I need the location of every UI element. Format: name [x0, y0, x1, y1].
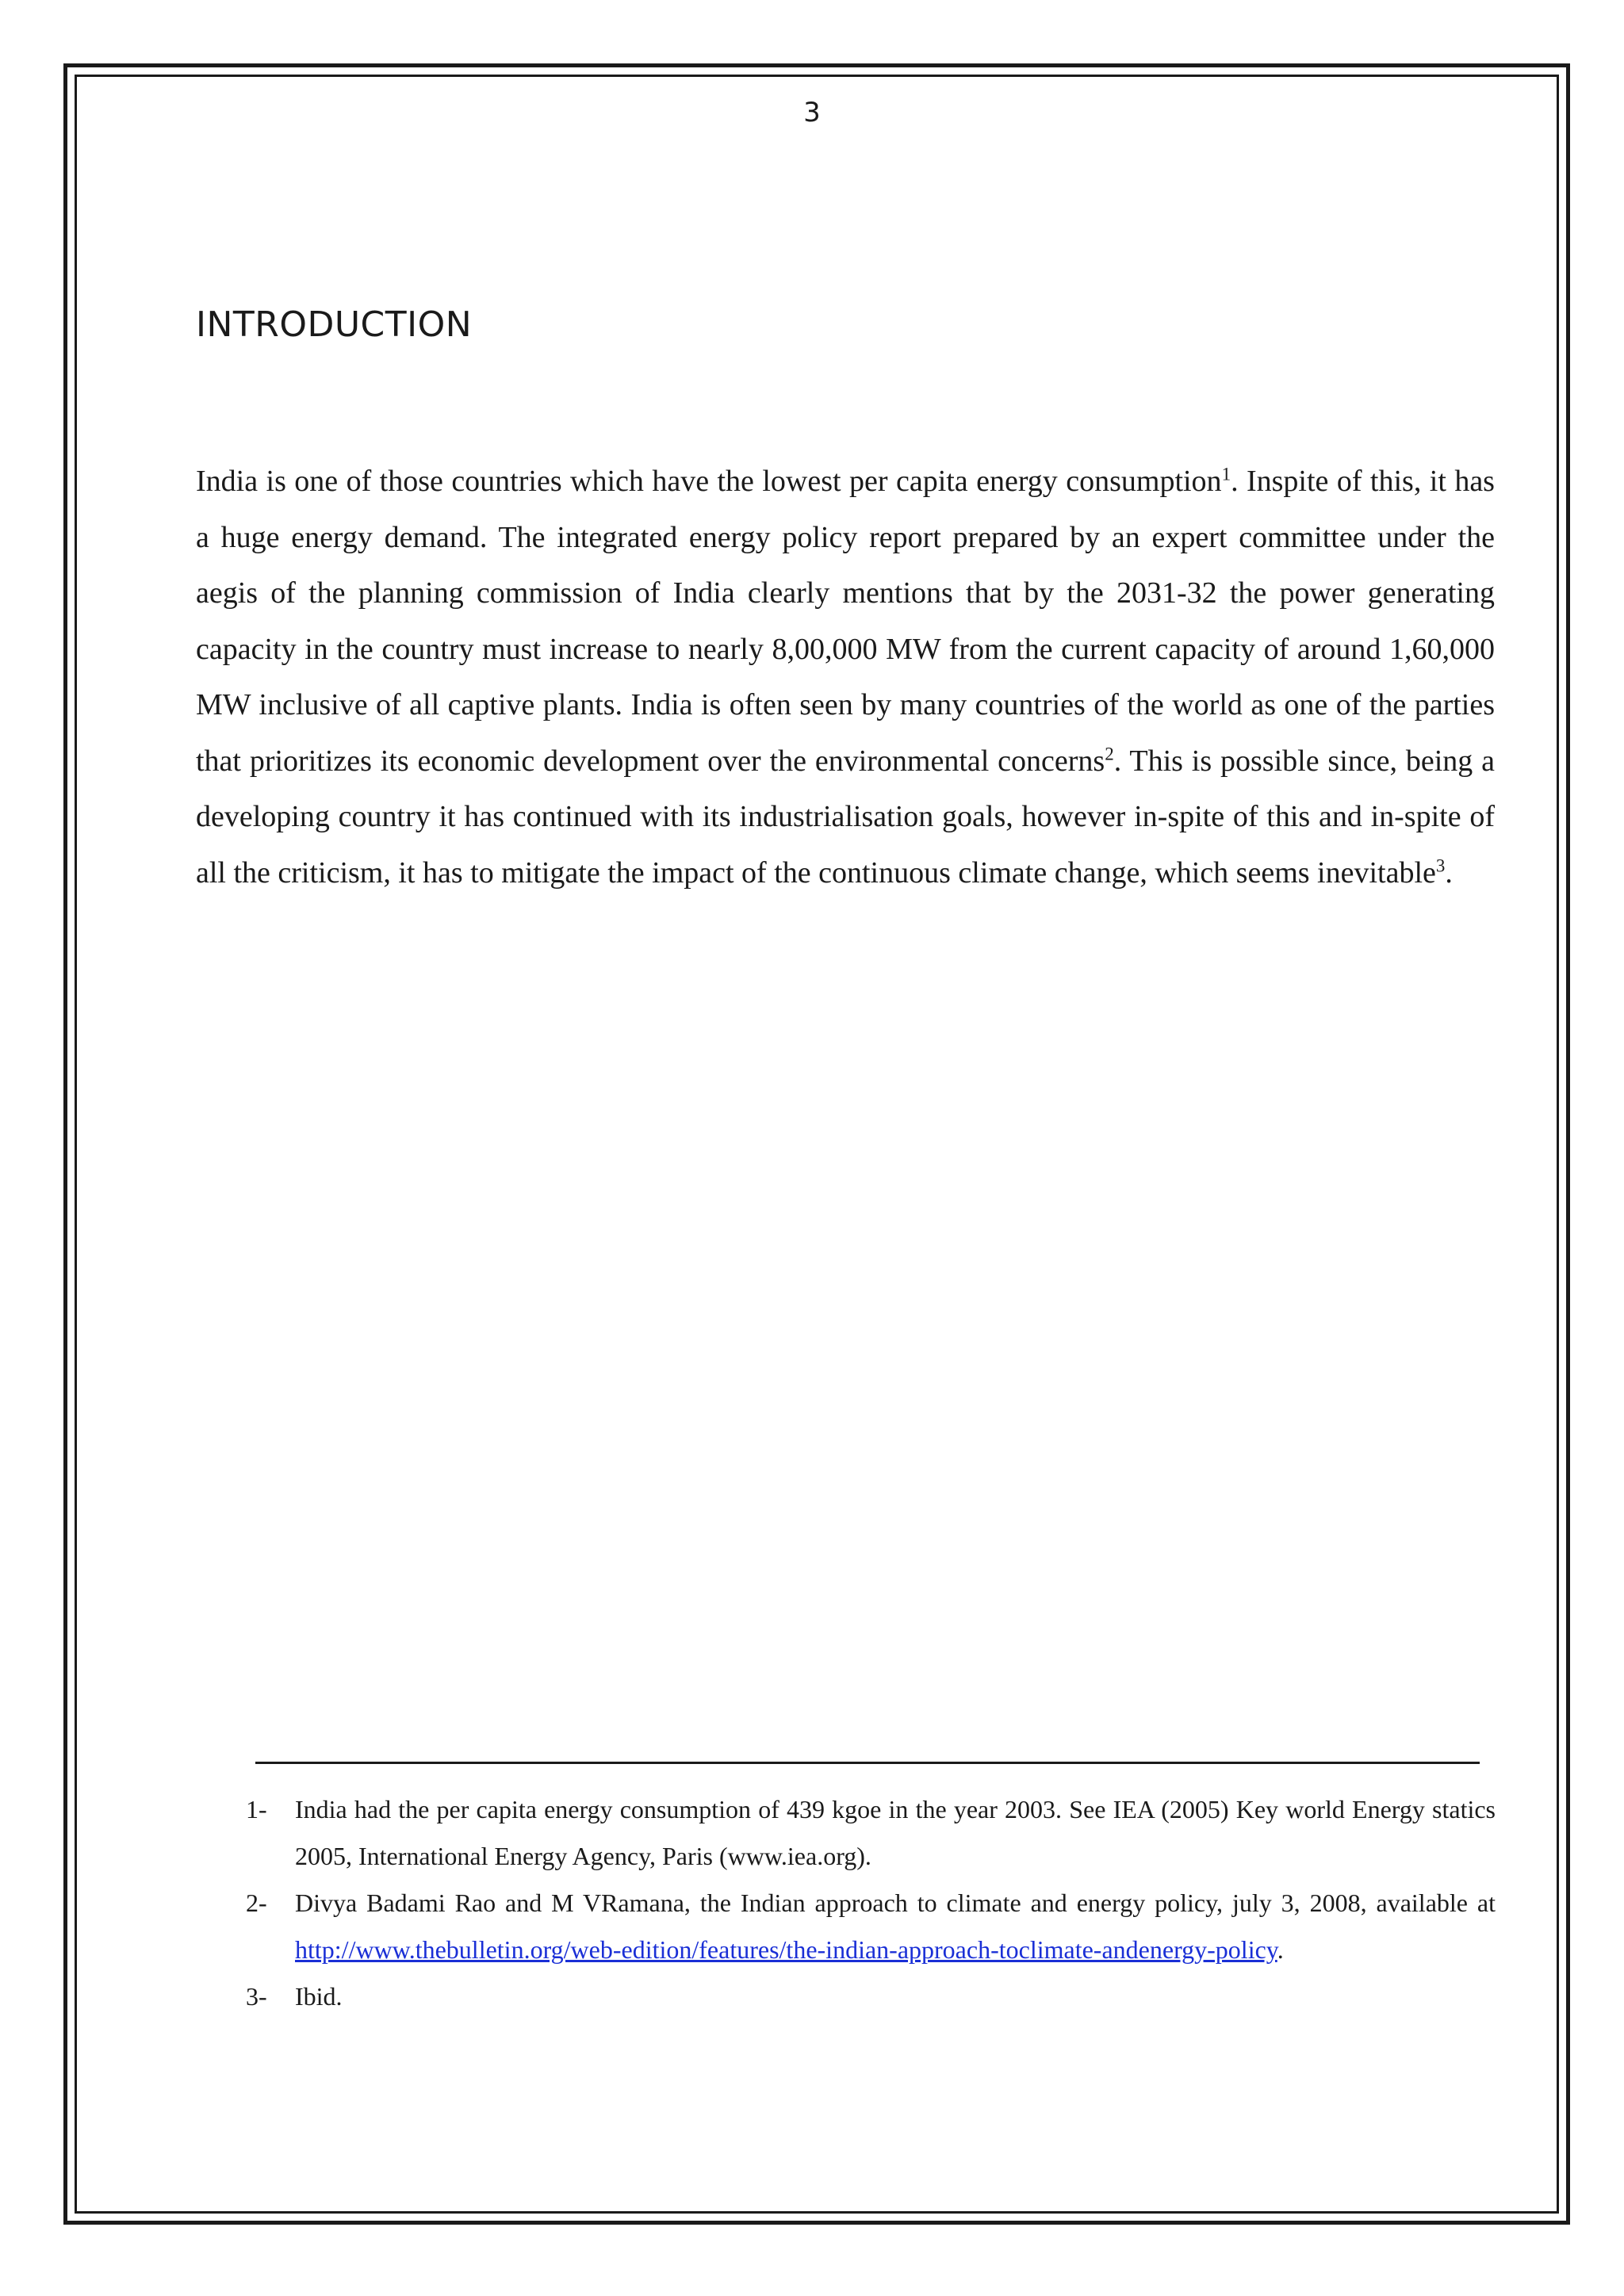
footnote-ref-3[interactable]: 3 — [1435, 855, 1446, 875]
intro-text-part-2: . Inspite of this, it has a huge energy demand. The integrated energy policy report prepared by an expert committee under the aegis of the planning commission of India clearly mentions that by the 2031-32 the power generating capacity in the country must increase to nearly 8,00,000 MW from the current capacity of around 1,60,000 MW inclusive of all captive plants. India is often seen by many countries of the world as one of the parties that prioritizes its economic development over the environmental concerns — [196, 465, 1495, 778]
intro-paragraph — [196, 453, 1495, 901]
intro-text-part-4: . — [1445, 855, 1453, 890]
footnote-marker: 3- — [246, 1982, 267, 2011]
footnote-1 — [246, 1786, 1496, 1880]
intro-text-part-1: India is one of those countries which have the lowest per capita energy consumption — [196, 465, 1222, 498]
footnote-link[interactable]: http://www.thebulletin.org/web-edition/features/the-indian-approach-toclimate-andenergy-policy — [295, 1935, 1277, 1964]
footnote-marker: 1- — [246, 1795, 267, 1823]
footnotes-list — [246, 1786, 1496, 2020]
footnote-2 — [246, 1880, 1496, 1973]
footnote-text: Ibid. — [295, 1982, 343, 2011]
footnote-ref-1[interactable]: 1 — [1221, 464, 1231, 484]
footnote-text: Divya Badami Rao and M VRamana, the Indian approach to climate and energy policy, july 3, 2008, available at — [295, 1888, 1496, 1917]
footnote-separator — [255, 1762, 1480, 1764]
intro-text-part-3: . This is possible since, being a developing country it has continued with its industrialisation goals, however in-spite of this and in-spite of all the criticism, it has to mitigate the impact of the continuous climate change, which seems inevitable — [196, 744, 1495, 890]
footnote-ref-2[interactable]: 2 — [1105, 743, 1114, 763]
footnote-text: India had the per capita energy consumption of 439 kgoe in the year 2003. See IEA (2005) Key world Energy statics 2005, International Energy Agency, Paris (www.iea.org). — [295, 1795, 1496, 1870]
footnote-3 — [246, 1973, 1496, 2020]
footnote-text-end: . — [1277, 1935, 1284, 1964]
page-number: 3 — [803, 97, 821, 128]
footnote-marker: 2- — [246, 1888, 267, 1917]
section-heading: INTRODUCTION — [196, 304, 473, 345]
